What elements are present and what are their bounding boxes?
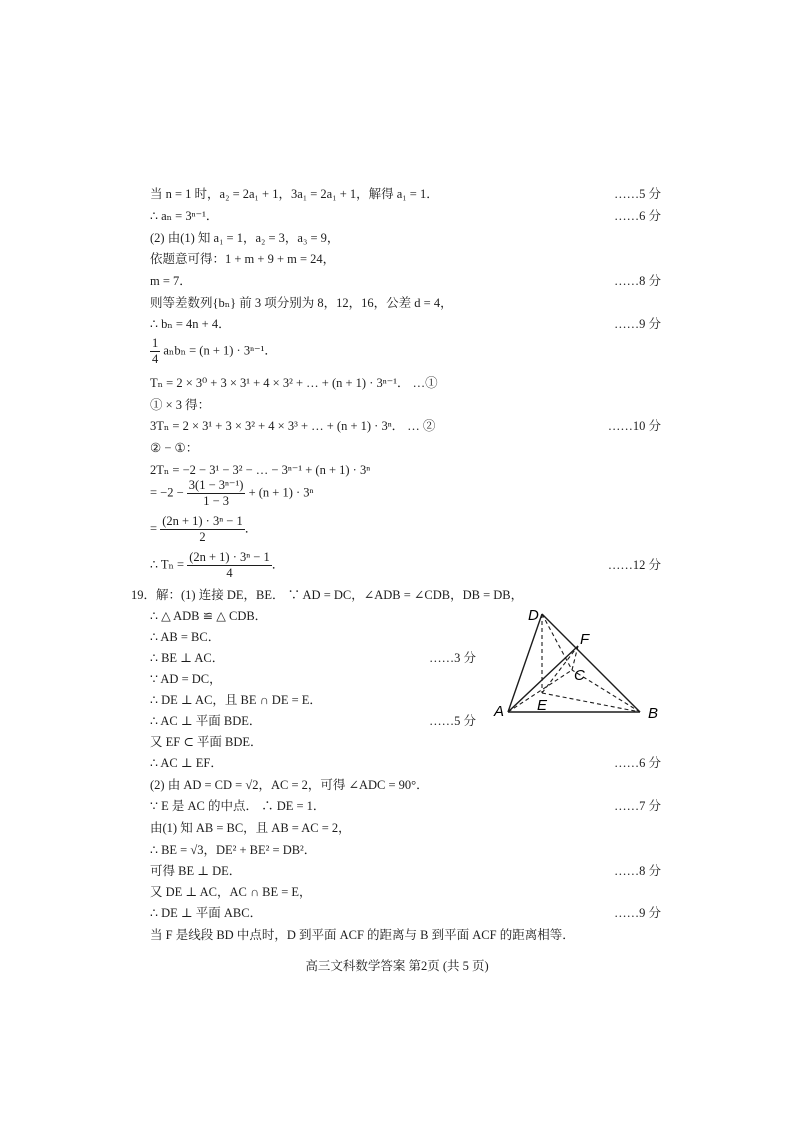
solution-line: = −2 − $\frac{\text{3(1 − 3ⁿ⁻¹)}}{1 - 3}$ + (n + 1) · 3ⁿ — [150, 478, 314, 508]
solution-line: 当 n = 1 时，a₂ = 2a₁ + 1，3a₁ = 2a₁ + 1，解得 a₁ = 1． — [150, 187, 439, 201]
fraction: $\frac{\text{3(1 − 3ⁿ⁻¹)}}{1 - 3}$ — [188, 478, 244, 508]
label-C: C — [574, 667, 585, 684]
solution-line: 由(1) 知 AB = BC，且 AB = AC = 2， — [150, 821, 351, 835]
edge-DB — [542, 614, 640, 712]
problem-19-heading: 19．解：(1) 连接 DE，BE． ∵ AD = DC，∠ADB = ∠CDB，DB = DB， — [131, 588, 524, 602]
solution-line: ∴ aₙ = 3ⁿ⁻¹． — [150, 209, 219, 223]
solution-line: ∴ △ ADB ≌ △ CDB． — [150, 609, 268, 623]
score-mark: ……6 分 — [614, 209, 661, 223]
solution-line: ∴ AC ⊥ EF． — [150, 756, 223, 770]
solution-line: 则等差数列{bₙ} 前 3 项分别为 8，12，16，公差 d = 4， — [150, 296, 453, 310]
score-mark: ……9 分 — [614, 906, 661, 920]
page-footer: 高三文科数学答案 第2页 (共 5 页) — [305, 959, 489, 973]
solution-line: 当 F 是线段 BD 中点时，D 到平面 ACF 的距离与 B 到平面 ACF 的距离相等． — [150, 928, 575, 942]
fraction: $\frac{\text{(2n + 1) · 3ⁿ − 1}}{2}$ — [162, 514, 243, 544]
label-A: A — [494, 703, 505, 720]
solution-line: 又 DE ⊥ AC，AC ∩ BE = E， — [150, 885, 312, 899]
score-mark: ……12 分 — [607, 558, 661, 572]
solution-line: m = 7． — [150, 274, 192, 288]
score-mark: ……7 分 — [614, 799, 661, 813]
solution-line: ∴ BE = √3，DE² + BE² = DB²． — [150, 843, 317, 857]
score-mark: ……8 分 — [614, 274, 661, 288]
fraction: $\frac{1}{4}$ — [152, 336, 159, 366]
pyramid-diagram — [490, 600, 670, 730]
score-mark: ……3 分 — [429, 651, 476, 665]
score-mark: ……9 分 — [614, 317, 661, 331]
label-B: B — [648, 705, 659, 722]
solution-line: ∴ AC ⊥ 平面 BDE． — [150, 714, 262, 728]
solution-line: 依题意可得：1 + m + 9 + m = 24， — [150, 252, 336, 266]
solution-line: ∴ DE ⊥ 平面 ABC． — [150, 906, 263, 920]
solution-line: ∴ BE ⊥ AC． — [150, 651, 225, 665]
solution-line: 又 EF ⊂ 平面 BDE． — [150, 735, 263, 749]
solution-line: (2) 由(1) 知 a₁ = 1，a₂ = 3，a₃ = 9， — [150, 231, 340, 245]
label-F: F — [580, 631, 590, 648]
solution-line: (2) 由 AD = CD = √2，AC = 2，可得 ∠ADC = 90°． — [150, 778, 429, 792]
solution-line: ∴ Tₙ = $\frac{\text{(2n + 1) · 3ⁿ − 1}}{4}$ ． — [150, 550, 285, 580]
score-mark: ……5 分 — [429, 714, 476, 728]
solution-line: 可得 BE ⊥ DE． — [150, 864, 242, 878]
score-mark: ……6 分 — [614, 756, 661, 770]
solution-line: ② − ①： — [150, 441, 199, 455]
score-mark: ……8 分 — [614, 864, 661, 878]
solution-line: 2Tₙ = −2 − 3¹ − 3² − … − 3ⁿ⁻¹ + (n + 1) · 3ⁿ — [150, 463, 371, 477]
score-mark: ……10 分 — [607, 419, 661, 433]
label-D: D — [528, 607, 539, 624]
score-mark: ……5 分 — [614, 187, 661, 201]
solution-line: 3Tₙ = 2 × 3¹ + 3 × 3² + 4 × 3³ + … + (n + 1) · 3ⁿ． … ② — [150, 419, 436, 433]
fraction: $\frac{\text{(2n + 1) · 3ⁿ − 1}}{4}$ — [189, 550, 270, 580]
solution-line: $\frac{1}{4}$ aₙbₙ = (n + 1) · 3ⁿ⁻¹． — [152, 336, 277, 366]
solution-line: Tₙ = 2 × 3⁰ + 3 × 3¹ + 4 × 3² + … + (n + 1) · 3ⁿ⁻¹． …① — [150, 376, 438, 390]
solution-line: ∵ AD = DC， — [150, 672, 222, 686]
solution-line: ∴ DE ⊥ AC，且 BE ∩ DE = E． — [150, 693, 322, 707]
solution-line: ∴ AB = BC． — [150, 630, 221, 644]
solution-line: ∵ E 是 AC 的中点． ∴ DE = 1． — [150, 799, 326, 813]
solution-line: = $\frac{\text{(2n + 1) · 3ⁿ − 1}}{2}$ ． — [150, 514, 258, 544]
solution-line: ∴ bₙ = 4n + 4． — [150, 317, 231, 331]
edge-DC — [542, 614, 572, 670]
solution-line: ① × 3 得： — [150, 398, 211, 412]
label-E: E — [537, 697, 548, 714]
